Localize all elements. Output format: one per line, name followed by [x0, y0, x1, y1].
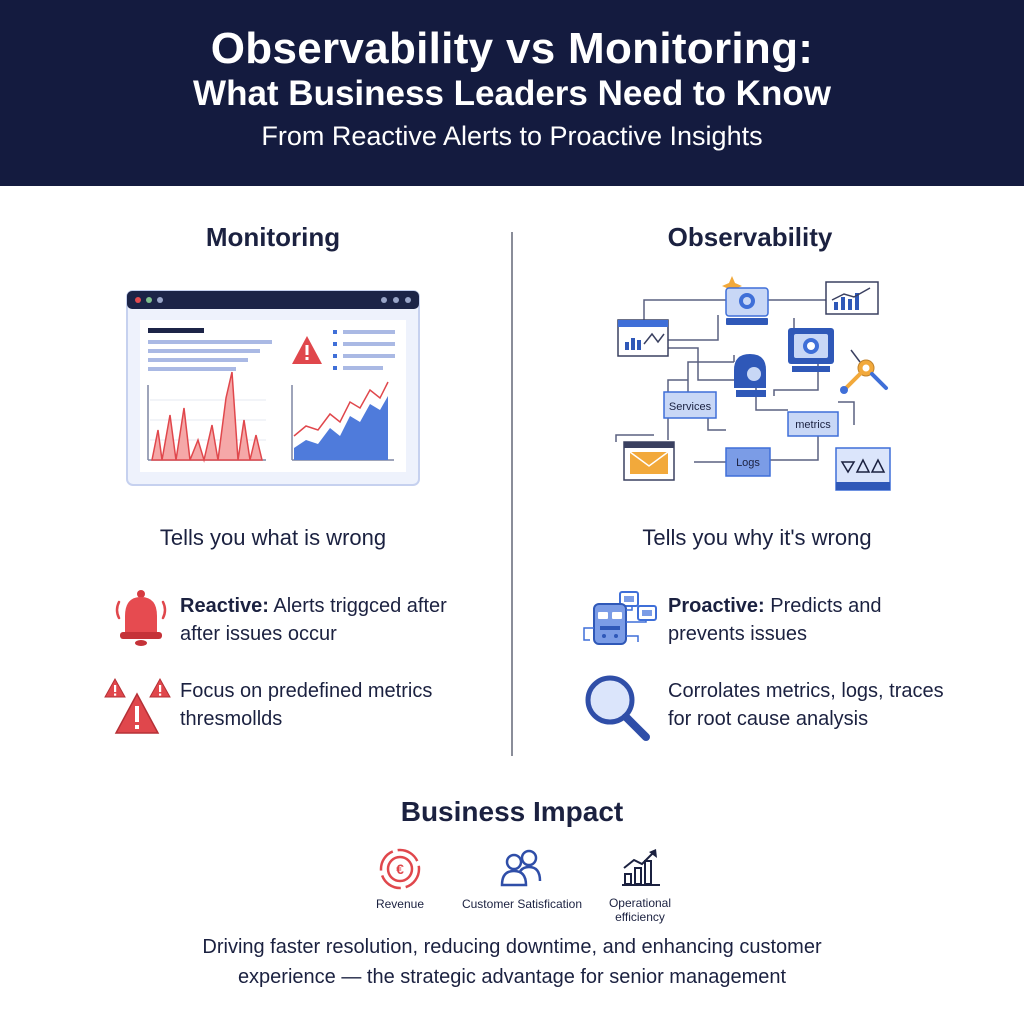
services-node-label: Services	[668, 401, 712, 413]
monitoring-tagline: Tells you what is wrong	[159, 525, 387, 550]
monitoring-title: Monitoring	[205, 222, 341, 252]
impact-label-operational-efficiency	[590, 896, 690, 924]
impact-label-revenue: Revenue	[375, 897, 425, 911]
impact-label-customer-satisfaction: Customer Satisfication	[461, 897, 583, 911]
users-icon	[498, 847, 544, 889]
bell-icon	[110, 586, 172, 648]
observability-network-diagram	[608, 270, 904, 496]
observability-title: Observability	[667, 222, 833, 252]
header-banner	[0, 0, 1024, 186]
page-tagline: From Reactive Alerts to Proactive Insights	[261, 121, 763, 151]
thresholds-text-line2: thresmollds	[180, 708, 283, 730]
monitoring-dashboard-illustration	[126, 290, 420, 486]
metrics-node-label: metrics	[795, 419, 831, 431]
footer-statement	[140, 932, 884, 992]
network-devices-icon	[580, 588, 658, 650]
monitoring-feature-thresholds	[180, 677, 490, 733]
reactive-text-line2: after issues occur	[180, 623, 337, 645]
monitoring-feature-reactive	[180, 592, 490, 648]
revenue-icon	[378, 847, 422, 891]
page-subtitle: What Business Leaders Need to Know	[193, 74, 831, 113]
proactive-text-line2: prevents issues	[668, 623, 807, 645]
correlation-text-line2: for root cause analysis	[668, 708, 869, 730]
page-title: Observability vs Monitoring:	[210, 24, 814, 73]
logs-node-label: Logs	[736, 457, 760, 469]
observability-tagline: Tells you why it's wrong	[642, 525, 872, 550]
observability-feature-correlation	[668, 677, 998, 733]
operational-line2: efficiency	[615, 910, 665, 924]
business-impact-title: Business Impact	[400, 796, 624, 827]
svg-text:€: €	[396, 861, 404, 877]
footer-line1: Driving faster resolution, reducing downtime, and enhancing customer	[202, 936, 822, 958]
reactive-label: Reactive:	[180, 595, 269, 617]
reactive-text-line1: Alerts triggced after	[268, 595, 447, 617]
proactive-text-line1: Predicts and	[764, 595, 882, 617]
observability-feature-proactive	[668, 592, 988, 648]
operational-line1: Operational	[608, 896, 672, 910]
thresholds-text-line1: Focus on predefined metrics	[180, 680, 433, 702]
correlation-text-line1: Corrolates metrics, logs, traces	[668, 680, 944, 702]
magnifier-icon	[582, 674, 654, 744]
growth-chart-icon	[620, 846, 662, 888]
footer-line2: experience — the strategic advantage for senior management	[237, 966, 787, 988]
proactive-label: Proactive:	[668, 595, 765, 617]
warning-icon	[102, 676, 176, 736]
column-divider	[511, 232, 513, 756]
